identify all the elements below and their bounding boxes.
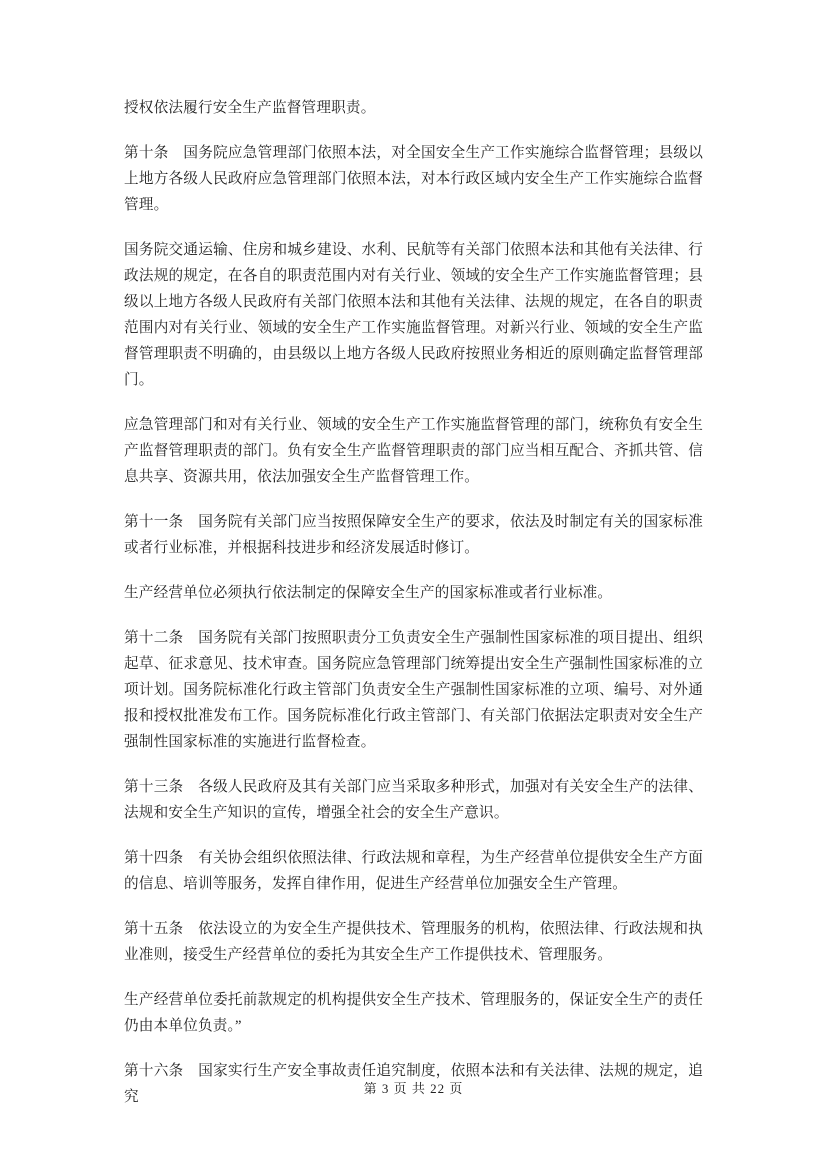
document-body	[124, 95, 703, 1129]
paragraph-article-15-clause-2: 生产经营单位委托前款规定的机构提供安全生产技术、管理服务的，保证安全生产的责任仍由本单位负责。”	[124, 992, 703, 1034]
paragraph-article-14: 第十四条 有关协会组织依照法律、行政法规和章程，为生产经营单位提供安全生产方面的信息、培训等服务，发挥自律作用，促进生产经营单位加强安全生产管理。	[124, 850, 703, 892]
page-footer	[0, 1080, 827, 1098]
paragraph-article-10-clause-3: 应急管理部门和对有关行业、领域的安全生产工作实施监督管理的部门，统称负有安全生产监督管理职责的部门。负有安全生产监督管理职责的部门应当相互配合、齐抓共管、信息共享、资源共用，依法加强安全生产监督管理工作。	[124, 417, 703, 485]
paragraph-article-11-clause-2: 生产经营单位必须执行依法制定的保障安全生产的国家标准或者行业标准。	[124, 585, 613, 601]
paragraph-article-12: 第十二条 国务院有关部门按照职责分工负责安全生产强制性国家标准的项目提出、组织起草、征求意见、技术审查。国务院应急管理部门统筹提出安全生产强制性国家标准的立项计划。国务院标准化行政主管部门负责安全生产强制性国家标准的立项、编号、对外通报和授权批准发布工作。国务院标准化行政主管部门、有关部门依据法定职责对安全生产强制性国家标准的实施进行监督检查。	[124, 630, 703, 750]
paragraph-article-16: 第十六条 国家实行生产安全事故责任追究制度，依照本法和有关法律、法规的规定，追究	[124, 1063, 703, 1105]
paragraph-article-13: 第十三条 各级人民政府及其有关部门应当采取多种形式，加强对有关安全生产的法律、法规和安全生产知识的宣传，增强全社会的安全生产意识。	[124, 779, 703, 821]
page-number-indicator: 第 3 页 共 22 页	[363, 1081, 464, 1096]
paragraph-article-11: 第十一条 国务院有关部门应当按照保障安全生产的要求，依法及时制定有关的国家标准或者行业标准，并根据科技进步和经济发展适时修订。	[124, 514, 703, 556]
paragraph-article-10: 第十条 国务院应急管理部门依照本法，对全国安全生产工作实施综合监督管理；县级以上地方各级人民政府应急管理部门依照本法，对本行政区域内安全生产工作实施综合监督管理。	[124, 145, 703, 213]
paragraph-continuation: 授权依法履行安全生产监督管理职责。	[124, 100, 376, 116]
paragraph-article-10-clause-2: 国务院交通运输、住房和城乡建设、水利、民航等有关部门依照本法和其他有关法律、行政法规的规定，在各自的职责范围内对有关行业、领域的安全生产工作实施监督管理；县级以上地方各级人民政府有关部门依照本法和其他有关法律、法规的规定，在各自的职责范围内对有关行业、领域的安全生产工作实施监督管理。对新兴行业、领域的安全生产监督管理职责不明确的，由县级以上地方各级人民政府按照业务相近的原则确定监督管理部门。	[124, 242, 703, 388]
paragraph-article-15: 第十五条 依法设立的为安全生产提供技术、管理服务的机构，依照法律、行政法规和执业准则，接受生产经营单位的委托为其安全生产工作提供技术、管理服务。	[124, 921, 703, 963]
